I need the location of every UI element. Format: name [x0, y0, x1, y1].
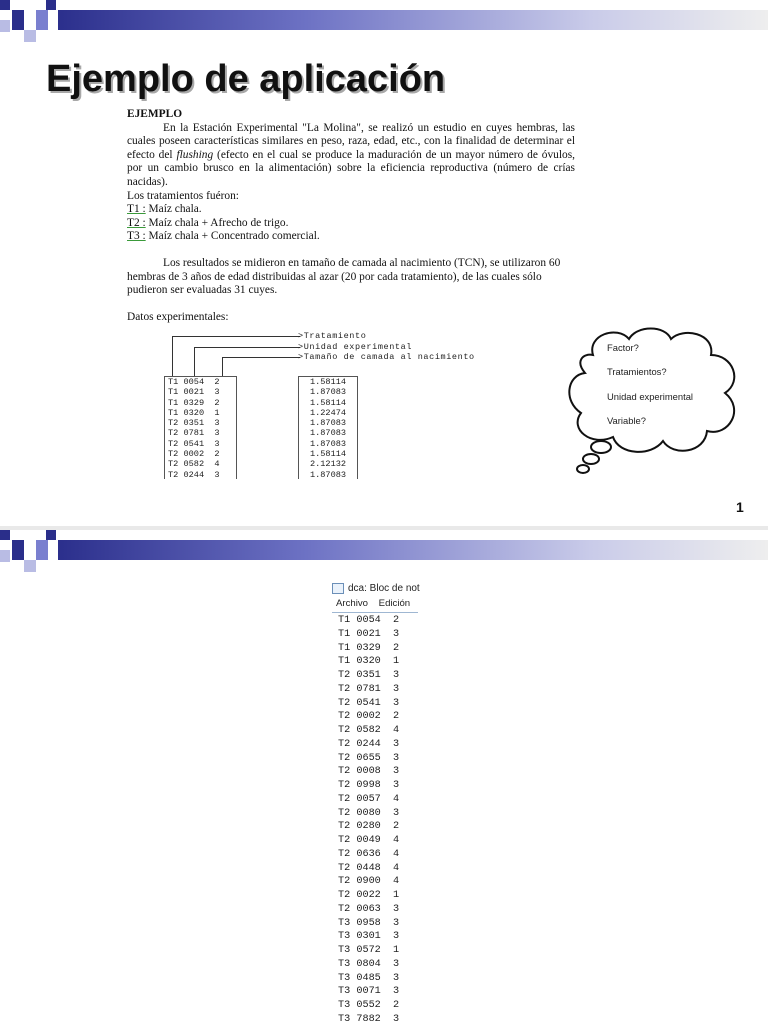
deco-square [46, 530, 56, 540]
deco-square [0, 20, 10, 32]
table-row: T2 0541 3 [168, 438, 220, 449]
data-table-transformed [298, 376, 358, 479]
data-line: T3 0572 1 [338, 945, 400, 956]
cloud-question: Tratamientos? [607, 366, 667, 377]
data-table-raw [164, 376, 237, 479]
data-line: T1 0021 3 [338, 628, 400, 640]
deco-square [12, 10, 24, 30]
data-line: T2 0655 3 [338, 752, 400, 764]
data-line: T3 0485 3 [338, 972, 400, 984]
menu-bar [336, 598, 418, 609]
data-line: T2 0900 4 [338, 876, 400, 888]
data-line: T3 7882 3 [338, 1013, 400, 1024]
data-line: T2 0448 4 [338, 862, 400, 874]
title-band [58, 540, 768, 560]
cloud-question: Unidad experimental [607, 391, 693, 402]
data-line: T2 0636 4 [338, 848, 400, 860]
data-line: T2 0280 2 [338, 821, 400, 833]
table-row: 1.58114 [309, 397, 347, 408]
data-line: T2 0541 3 [338, 697, 400, 709]
treatment-t1 [127, 203, 575, 217]
data-line: T1 0320 1 [338, 656, 400, 668]
table-row: T1 0320 1 [168, 407, 220, 418]
annotation-arrow-label: >Tamaño de camada al nacimiento [298, 352, 475, 362]
treatment-text: Maíz chala + Afrecho de trigo. [145, 216, 289, 229]
data-line: T3 0301 3 [338, 931, 400, 943]
deco-square [0, 0, 10, 10]
deco-square [12, 540, 24, 560]
deco-square [24, 560, 36, 572]
cloud-question: Variable? [607, 415, 646, 426]
deco-square [36, 540, 48, 560]
data-line: T2 0022 1 [338, 890, 400, 901]
data-line: T2 0063 3 [338, 903, 400, 915]
title-band [58, 10, 768, 30]
slide-title: Ejemplo de aplicación [46, 58, 446, 100]
annotation-arrow-label: >Tratamiento [298, 331, 367, 341]
column-annotations [164, 328, 494, 376]
data-line: T2 0351 3 [338, 670, 400, 681]
data-line: T2 0002 2 [338, 711, 400, 723]
table-row: 1.22474 [309, 407, 347, 418]
notepad-text[interactable] [338, 614, 399, 1024]
deco-square [46, 0, 56, 10]
table-row: T2 0781 3 [168, 428, 220, 439]
table-row: T2 0002 2 [168, 449, 220, 460]
treatment-text: Maíz chala + Concentrado comercial. [145, 230, 320, 243]
data-line: T2 0008 3 [338, 766, 400, 778]
data-line: T3 0552 2 [338, 1000, 400, 1011]
treatment-code: T3 : [127, 230, 146, 243]
deco-square [24, 30, 36, 42]
page-number: 1 [736, 499, 744, 515]
table-row: 1.58114 [309, 377, 347, 387]
title-decoration [0, 0, 768, 44]
data-line: T3 0071 3 [338, 986, 400, 998]
data-line: T3 0804 3 [338, 958, 400, 970]
table-row: T2 0244 3 [168, 469, 220, 479]
intro-paragraph: En la Estación Experimental "La Molina", se realizó un estudio en cuyes hembras, las cuales poseen características similares en peso, raza, edad, etc., con la finalidad de determinar el efecto del flushing (efecto en el cual se produce la maduración de un mayor número de óvulos, por un cambio brusco en la alimentación) sobre la eficiencia reproductiva (número de crías nacidas). [127, 121, 575, 188]
data-line: T1 0329 2 [338, 642, 400, 654]
data-line: T2 0998 3 [338, 780, 400, 791]
example-document [127, 108, 575, 324]
annotation-arrow-label: >Unidad experimental [298, 342, 413, 352]
table-row: T2 0351 3 [168, 418, 220, 429]
menu-archivo[interactable]: Archivo [336, 598, 368, 609]
menu-edicion[interactable]: Edición [378, 598, 411, 609]
menu-divider [332, 612, 418, 613]
data-line: T3 0958 3 [338, 917, 400, 929]
slide-2 [0, 530, 768, 1024]
table-row: 2.12132 [309, 459, 347, 470]
deco-square [0, 530, 10, 540]
data-line: T2 0582 4 [338, 725, 400, 736]
data-line: T2 0244 3 [338, 738, 400, 750]
treatment-t2 [127, 217, 575, 231]
data-line: T2 0080 3 [338, 807, 400, 819]
data-line: T1 0054 2 [338, 615, 400, 626]
table-row: 1.87083 [309, 387, 347, 398]
table-row: 1.87083 [309, 428, 347, 439]
window-title: dca: Bloc de not [348, 583, 420, 594]
table-row: 1.58114 [309, 449, 347, 460]
thought-cloud [565, 325, 745, 475]
results-paragraph: Los resultados se midieron en tamaño de camada al nacimiento (TCN), se utilizaron 60 hembras de 3 años de edad distribuidas al azar (20 por cada tratamiento), de las cuales sólo pudieron ser evaluadas 31 cuyes. [127, 256, 561, 297]
data-label: Datos experimentales: [127, 310, 229, 323]
deco-square [36, 10, 48, 30]
data-line: T2 0049 4 [338, 835, 400, 846]
data-line: T2 0057 4 [338, 793, 400, 805]
treatment-code: T1 : [127, 203, 146, 216]
treatment-code: T2 : [127, 216, 146, 229]
table-row: 1.87083 [309, 418, 347, 429]
treatment-text: Maíz chala. [145, 203, 202, 216]
table-row: T1 0054 2 [168, 377, 220, 387]
table-row: 1.87083 [309, 438, 347, 449]
table-row: T1 0329 2 [168, 397, 220, 408]
table-row: T1 0021 3 [168, 387, 220, 398]
table-row: 1.87083 [309, 469, 347, 479]
cloud-question: Factor? [607, 342, 639, 353]
deco-square [0, 550, 10, 562]
table-row: T2 0582 4 [168, 459, 220, 470]
example-heading: EJEMPLO [127, 108, 183, 120]
treatment-t3 [127, 230, 575, 244]
notepad-icon [332, 583, 344, 594]
notepad-window [332, 580, 452, 1024]
treatments-intro: Los tratamientos fuéron: [127, 189, 239, 202]
title-decoration [0, 530, 768, 574]
data-line: T2 0781 3 [338, 683, 400, 695]
